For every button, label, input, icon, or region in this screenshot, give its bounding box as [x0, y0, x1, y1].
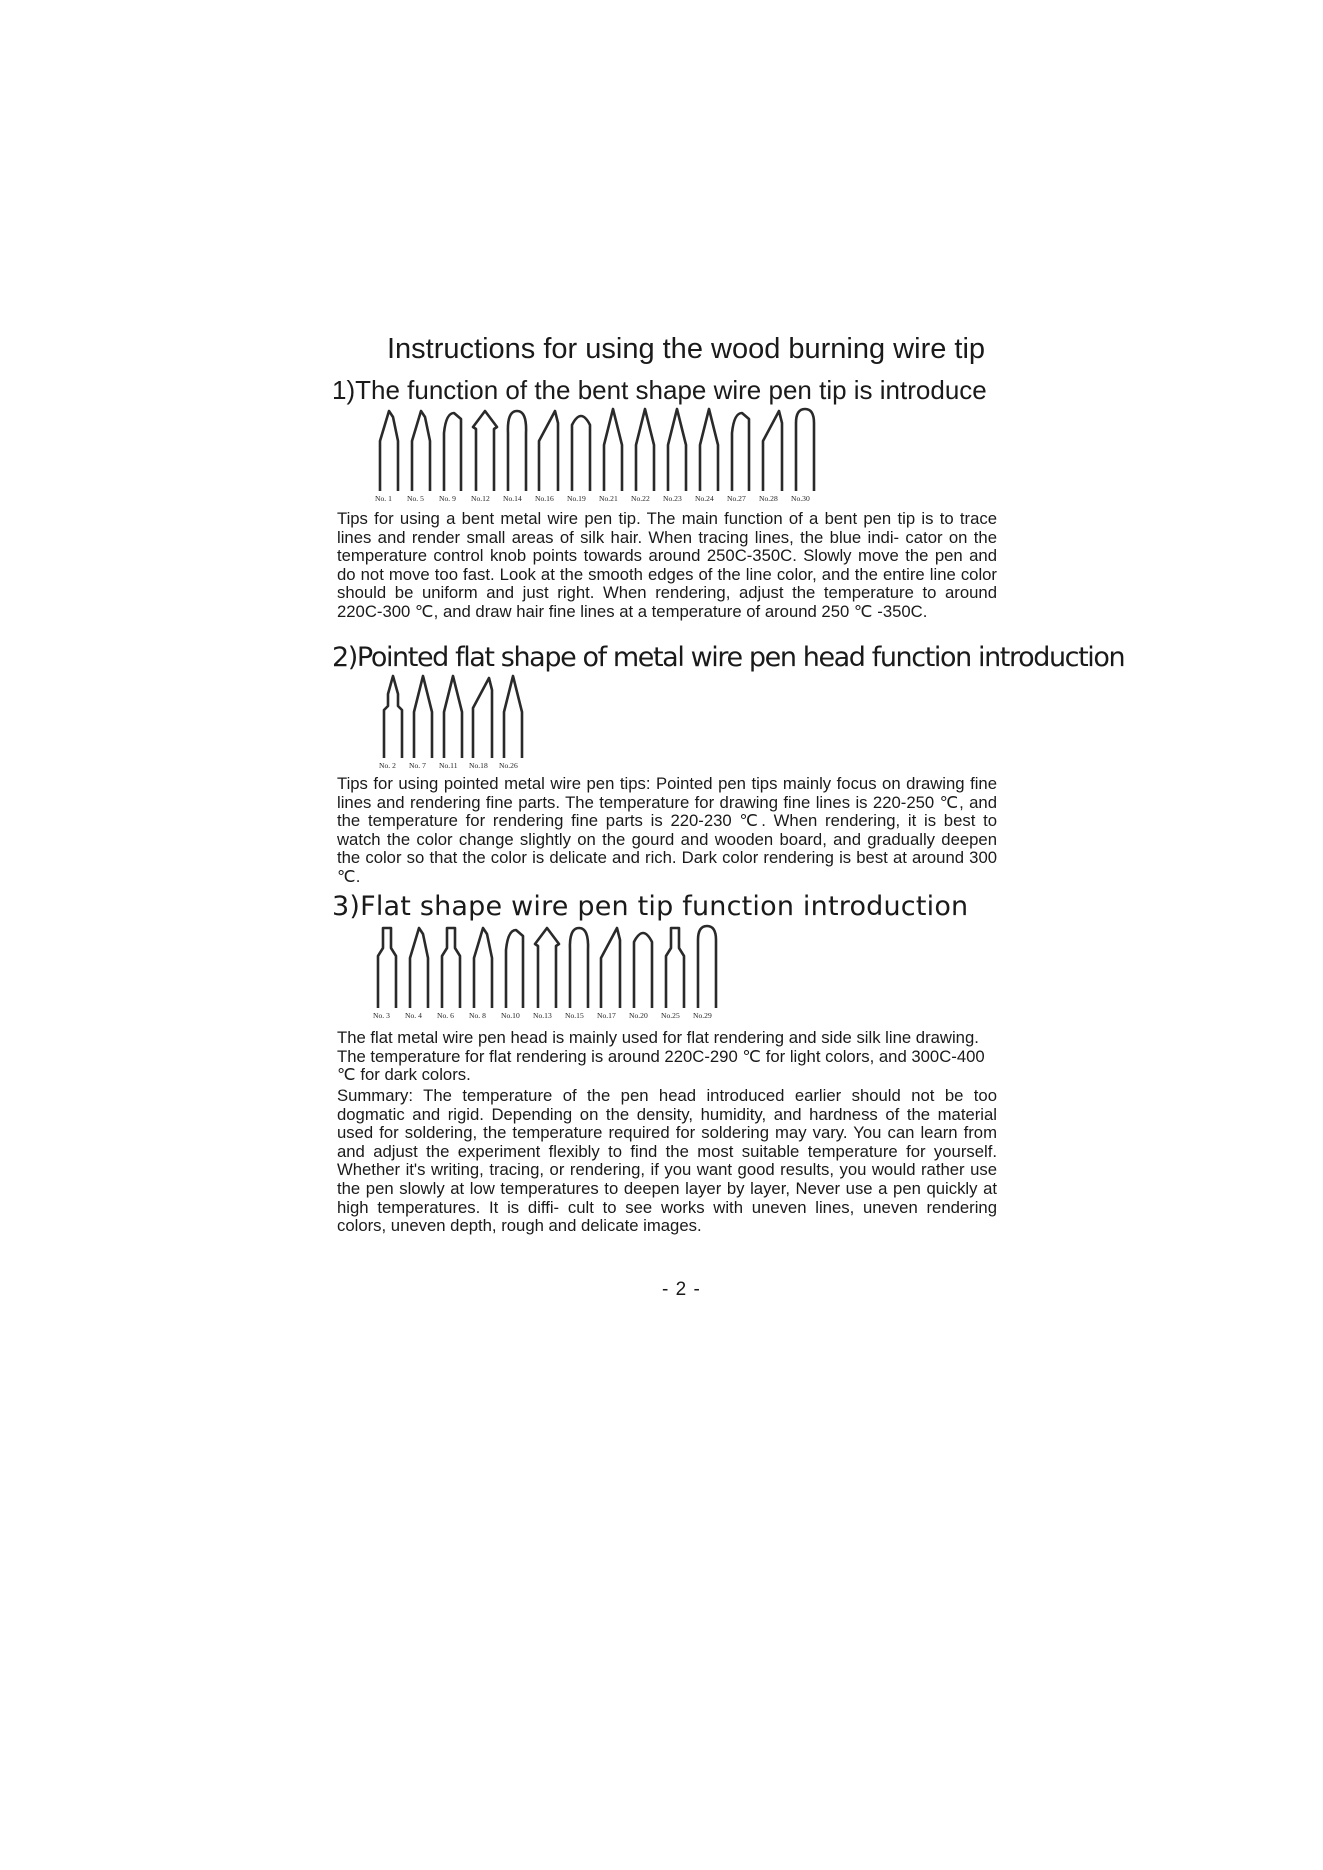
- tip-number-label: No.27: [727, 494, 746, 503]
- angled-tip-icon: [763, 411, 782, 491]
- arrow-tip-icon: [473, 411, 497, 491]
- tip-row-bent: [375, 403, 845, 505]
- wire-tip: [379, 676, 402, 770]
- tip-number-label: No.26: [499, 761, 518, 770]
- angled-tip-icon: [539, 411, 558, 491]
- wire-tip: [759, 411, 782, 503]
- wire-tip: [437, 928, 460, 1020]
- section-heading-pointed: 2)Pointed flat shape of metal wire pen head function introduction: [332, 642, 1125, 673]
- round-loop-tip-icon: [570, 928, 588, 1008]
- tip-number-label: No. 2: [379, 761, 396, 770]
- tip-number-label: No.18: [469, 761, 488, 770]
- tip-number-label: No.28: [759, 494, 778, 503]
- section-heading-bent: 1)The function of the bent shape wire pen tip is introduce: [332, 375, 987, 405]
- bent-tip-icon: [410, 928, 428, 1008]
- paragraph: The flat metal wire pen head is mainly used for flat rendering and side silk line drawing. The temperature for flat rendering is around 220C-290 ℃ for light colors, and 300C-400 ℃ for dark colors.: [337, 1028, 985, 1085]
- tip-number-label: No.24: [695, 494, 714, 503]
- tip-number-label: No.20: [629, 1011, 648, 1020]
- tip-number-label: No. 4: [405, 1011, 422, 1020]
- hook-tip-icon: [732, 413, 749, 491]
- summary: [337, 1087, 997, 1236]
- wire-tip: [533, 928, 559, 1020]
- wire-tip: [693, 926, 716, 1020]
- flat-blade-tip-icon: [666, 928, 684, 1008]
- tip-number-label: No.25: [661, 1011, 680, 1020]
- pointed-tip-icon: [636, 409, 654, 491]
- wire-tip: [629, 933, 652, 1020]
- wire-tip: [409, 676, 432, 770]
- wire-tip: [663, 409, 686, 503]
- flat-tip-instructions: [337, 1029, 997, 1085]
- bent-tip-icon: [412, 411, 430, 491]
- hook-tip-icon: [444, 413, 461, 491]
- arrow-tip-icon: [535, 928, 559, 1008]
- section-heading-flat: 3)Flat shape wire pen tip function introduction: [332, 891, 969, 922]
- wire-tip: [597, 928, 620, 1020]
- pointed-tip-icon: [414, 676, 432, 758]
- tip-number-label: No.21: [599, 494, 618, 503]
- tip-number-label: No.29: [693, 1011, 712, 1020]
- pointed-tip-icon: [604, 409, 622, 491]
- bent-tip-instructions: [337, 510, 997, 622]
- pointed-tip-icon: [504, 676, 522, 758]
- wire-tip: [469, 928, 492, 1020]
- tip-number-label: No. 9: [439, 494, 456, 503]
- tip-number-label: No. 5: [407, 494, 424, 503]
- u-loop-tip-icon: [796, 409, 814, 491]
- wire-tip: [727, 413, 749, 503]
- wire-tip: [567, 416, 590, 503]
- paragraph: Tips for using a bent metal wire pen tip. The main function of a bent pen tip is to trace lines and render small areas of silk hair. When tracing lines, the blue indi- cator on the temperature control knob points towards around 250C-350C. Slowly move the pen and do not move too fast. Look at the smooth edges of the line color, and the entire line color should be uniform and just right. When rendering, adjust the temperature to around 220C-300 ℃, and draw hair fine lines at a temperature of around 250 ℃ -350C.: [337, 509, 997, 621]
- wire-tip: [695, 409, 718, 503]
- tip-number-label: No. 3: [373, 1011, 390, 1020]
- tip-number-label: No.30: [791, 494, 810, 503]
- wire-tip: [469, 678, 492, 770]
- arch-tip-icon: [634, 933, 652, 1008]
- round-loop-tip-icon: [508, 411, 526, 491]
- wire-tip: [405, 928, 428, 1020]
- tip-number-label: No. 8: [469, 1011, 486, 1020]
- tip-number-label: No. 6: [437, 1011, 454, 1020]
- tip-number-label: No.14: [503, 494, 522, 503]
- angled-tip-icon: [601, 928, 620, 1008]
- wire-tip: [373, 928, 396, 1020]
- pointed-tip-icon: [444, 676, 462, 758]
- tip-number-label: No.10: [501, 1011, 520, 1020]
- tip-row-pointed: [379, 670, 539, 770]
- tip-number-label: No. 1: [375, 494, 392, 503]
- wire-tip: [499, 676, 522, 770]
- tip-number-label: No.23: [663, 494, 682, 503]
- wire-tip: [599, 409, 622, 503]
- wire-tip: [503, 411, 526, 503]
- spade-tip-icon: [384, 676, 402, 758]
- flat-blade-tip-icon: [442, 928, 460, 1008]
- wire-tip: [565, 928, 588, 1020]
- tip-number-label: No.19: [567, 494, 586, 503]
- wire-tip: [439, 413, 461, 503]
- angled-tip-icon: [473, 678, 492, 758]
- paragraph: Tips for using pointed metal wire pen tips: Pointed pen tips mainly focus on drawing fine lines and rendering fine parts. The temperature for drawing fine lines is 220-250 ℃, and the temperature for rendering fine parts is 220-230 ℃. When rendering, it is best to watch the color change slightly on the gourd and wooden board, and gradually deepen the color so that the color is delicate and rich. Dark color rendering is best at around 300 ℃.: [337, 774, 997, 886]
- wire-tip: [535, 411, 558, 503]
- wire-tip: [439, 676, 462, 770]
- pointed-tip-icon: [668, 409, 686, 491]
- wire-tip: [375, 411, 398, 503]
- tip-number-label: No.17: [597, 1011, 616, 1020]
- flat-blade-tip-icon: [378, 928, 396, 1008]
- u-loop-tip-icon: [698, 926, 716, 1008]
- tip-row-flat: [373, 920, 743, 1020]
- bent-tip-icon: [380, 411, 398, 491]
- paragraph: Summary: The temperature of the pen head introduced earlier should not be too dogmatic and rigid. Depending on the density, humidity, and hardness of the material used for soldering, the temperature required for soldering may vary. You can learn from and adjust the experiment flexibly to find the most suitable temperature for yourself. Whether it's writing, tracing, or rendering, if you want good results, you would rather use the pen slowly at low temperatures to deepen layer by layer, Never use a pen quickly at high temperatures. It is diffi- cult to see works with uneven lines, uneven rendering colors, uneven depth, rough and delicate images.: [337, 1086, 997, 1236]
- hook-tip-icon: [506, 930, 523, 1008]
- tip-number-label: No.22: [631, 494, 650, 503]
- wire-tip: [501, 930, 523, 1020]
- page-title: Instructions for using the wood burning wire tip: [387, 333, 986, 365]
- tip-number-label: No.13: [533, 1011, 552, 1020]
- tip-number-label: No.15: [565, 1011, 584, 1020]
- pointed-tip-icon: [700, 409, 718, 491]
- tip-number-label: No.16: [535, 494, 554, 503]
- page-number: - 2 -: [662, 1279, 701, 1300]
- wire-tip: [791, 409, 814, 503]
- wire-tip: [471, 411, 497, 503]
- pointed-tip-instructions: [337, 775, 997, 887]
- tip-number-label: No.11: [439, 761, 458, 770]
- wire-tip: [631, 409, 654, 503]
- tip-number-label: No.12: [471, 494, 490, 503]
- bent-tip-icon: [474, 928, 492, 1008]
- wire-tip: [407, 411, 430, 503]
- wire-tip: [661, 928, 684, 1020]
- arch-tip-icon: [572, 416, 590, 491]
- tip-number-label: No. 7: [409, 761, 426, 770]
